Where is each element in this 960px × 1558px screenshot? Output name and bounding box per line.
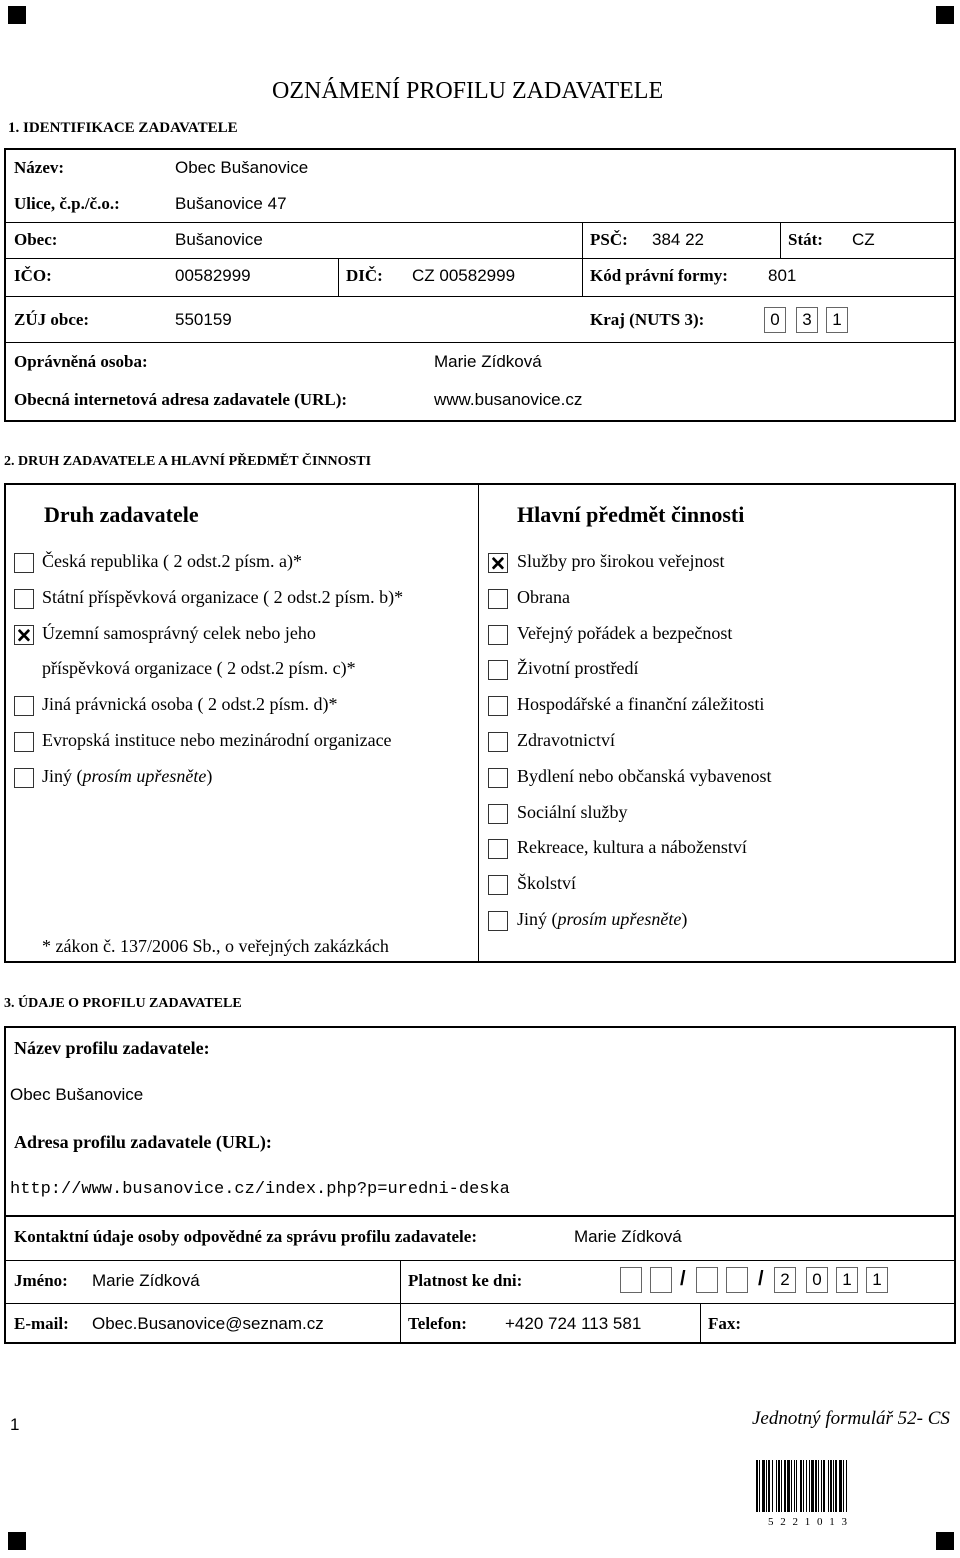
barcode-digits: 5 2 2 1 0 1 3 xyxy=(768,1516,849,1528)
hlavni-predmet-checkbox[interactable] xyxy=(488,553,508,573)
jmeno-label: Jméno: xyxy=(14,1271,68,1290)
barcode-bar xyxy=(809,1460,810,1512)
druh-zadavatele-label: Státní příspěvková organizace ( 2 odst.2 písm. b)* xyxy=(42,586,404,607)
hlavni-predmet-checkbox[interactable] xyxy=(488,696,508,716)
form-name: Jednotný formulář 52- CS xyxy=(752,1408,950,1429)
hlavni-predmet-label-italic: prosím upřesněte xyxy=(557,909,682,929)
kod-pravni-formy-label: Kód právní formy: xyxy=(590,266,728,285)
druh-zadavatele-title: Druh zadavatele xyxy=(44,502,199,527)
hlavni-predmet-checkbox[interactable] xyxy=(488,839,508,859)
platnost-year-digit[interactable]: 2 xyxy=(774,1267,796,1293)
barcode-bar xyxy=(772,1460,773,1512)
barcode-bar xyxy=(828,1460,829,1512)
hlavni-predmet-label: Hospodářské a finanční záležitosti xyxy=(517,694,765,715)
telefon-value: +420 724 113 581 xyxy=(505,1314,642,1333)
obec-label: Obec: xyxy=(14,230,58,249)
section1-heading: 1. IDENTIFIKACE ZADAVATELE xyxy=(8,120,238,136)
barcode xyxy=(756,1460,946,1518)
barcode-bar xyxy=(803,1460,804,1512)
barcode-bar xyxy=(776,1460,777,1512)
hlavni-predmet-checkbox[interactable] xyxy=(488,768,508,788)
barcode-bar xyxy=(833,1460,834,1512)
ulice-value: Bušanovice 47 xyxy=(175,194,287,213)
platnost-day-digit[interactable] xyxy=(650,1267,672,1293)
email-value: Obec.Busanovice@seznam.cz xyxy=(92,1314,324,1333)
row-divider xyxy=(5,222,955,223)
druh-zadavatele-label: příspěvková organizace ( 2 odst.2 písm. c)* xyxy=(42,658,356,679)
barcode-bar xyxy=(815,1460,817,1512)
col-divider xyxy=(582,223,583,297)
col-divider xyxy=(700,1303,701,1344)
dic-value: CZ 00582999 xyxy=(412,266,516,285)
check-mark-icon: 🗙 xyxy=(17,624,31,645)
barcode-bar xyxy=(759,1460,760,1512)
zuj-label: ZÚJ obce: xyxy=(14,310,90,329)
druh-zadavatele-checkbox[interactable] xyxy=(14,768,34,788)
registration-mark-bottom-right xyxy=(936,1532,954,1550)
psc-value: 384 22 xyxy=(652,230,704,249)
barcode-bar xyxy=(794,1460,795,1512)
platnost-year-digit[interactable]: 1 xyxy=(866,1267,888,1293)
adresa-profilu-value: http://www.busanovice.cz/index.php?p=uredni-deska xyxy=(10,1180,510,1199)
barcode-bar xyxy=(830,1460,832,1512)
barcode-bar xyxy=(806,1460,807,1512)
druh-zadavatele-label: Evropská instituce nebo mezinárodní organizace xyxy=(42,730,392,750)
kraj-label: Kraj (NUTS 3): xyxy=(590,310,705,329)
druh-zadavatele-label xyxy=(42,766,212,787)
druh-zadavatele-checkbox[interactable] xyxy=(14,625,34,645)
hlavni-predmet-checkbox[interactable] xyxy=(488,911,508,931)
barcode-bar xyxy=(839,1460,842,1512)
row-divider xyxy=(5,258,955,259)
footnote: * zákon č. 137/2006 Sb., o veřejných zakázkách xyxy=(42,936,389,956)
url-label: Obecná internetová adresa zadavatele (URL): xyxy=(14,390,348,409)
hlavni-predmet-checkbox[interactable] xyxy=(488,625,508,645)
druh-zadavatele-label: Česká republika ( 2 odst.2 písm. a)* xyxy=(42,551,302,571)
barcode-bar xyxy=(846,1460,847,1512)
hlavni-predmet-checkbox[interactable] xyxy=(488,804,508,824)
hlavni-predmet-label: Sociální služby xyxy=(517,801,628,822)
ico-label: IČO: xyxy=(14,266,52,285)
col-divider xyxy=(338,259,339,297)
hlavni-predmet-label: Rekreace, kultura a náboženství xyxy=(517,837,747,858)
barcode-bar xyxy=(781,1460,782,1512)
row-divider xyxy=(5,296,955,297)
druh-zadavatele-checkbox[interactable] xyxy=(14,553,34,573)
hlavni-predmet-checkbox[interactable] xyxy=(488,589,508,609)
row-divider xyxy=(5,1303,955,1304)
date-separator: / xyxy=(680,1268,686,1290)
col-divider xyxy=(780,223,781,259)
col-divider xyxy=(400,1260,401,1344)
check-mark-icon: 🗙 xyxy=(491,553,505,573)
hlavni-predmet-label: Veřejný pořádek a bezpečnost xyxy=(517,622,733,643)
hlavni-predmet-label: Bydlení nebo občanská vybavenost xyxy=(517,765,772,786)
barcode-bar xyxy=(835,1460,837,1512)
date-separator: / xyxy=(758,1268,764,1290)
form-title: OZNÁMENÍ PROFILU ZADAVATELE xyxy=(272,78,664,104)
col-divider xyxy=(478,484,479,962)
barcode-bar xyxy=(756,1460,758,1512)
registration-mark-bottom-left xyxy=(8,1532,26,1550)
nazev-label: Název: xyxy=(14,158,65,177)
kod-pravni-formy-value: 801 xyxy=(768,266,797,285)
hlavni-predmet-label: Životní prostředí xyxy=(517,658,639,679)
registration-mark-top-right xyxy=(936,6,954,24)
kraj-digit[interactable]: 1 xyxy=(826,307,848,333)
zuj-value: 550159 xyxy=(175,310,232,329)
nazev-profilu-label: Název profilu zadavatele: xyxy=(14,1038,210,1058)
druh-zadavatele-label-part: ) xyxy=(206,765,213,786)
druh-zadavatele-checkbox[interactable] xyxy=(14,589,34,609)
hlavni-predmet-checkbox[interactable] xyxy=(488,732,508,752)
kontakt-label: Kontaktní údaje osoby odpovědné za správu profilu zadavatele: xyxy=(14,1227,477,1246)
psc-label: PSČ: xyxy=(590,230,628,249)
fax-label: Fax: xyxy=(708,1314,742,1333)
adresa-profilu-label: Adresa profilu zadavatele (URL): xyxy=(14,1132,272,1152)
barcode-bar xyxy=(823,1460,825,1512)
dic-label: DIČ: xyxy=(346,266,383,285)
hlavni-predmet-label: Školství xyxy=(517,873,577,894)
jmeno-value: Marie Zídková xyxy=(92,1271,200,1290)
kraj-digit[interactable]: 0 xyxy=(764,307,786,333)
barcode-bar xyxy=(843,1460,844,1512)
platnost-year-digit[interactable]: 0 xyxy=(806,1267,828,1293)
hlavni-predmet-label: Služby pro širokou veřejnost xyxy=(517,551,725,571)
opravnena-osoba-value: Marie Zídková xyxy=(434,352,542,371)
email-label: E-mail: xyxy=(14,1314,69,1333)
platnost-month-digit[interactable] xyxy=(726,1267,748,1293)
hlavni-predmet-title: Hlavní předmět činnosti xyxy=(517,502,745,527)
hlavni-predmet-label-part: Jiný ( xyxy=(517,909,558,929)
druh-zadavatele-checkbox[interactable] xyxy=(14,732,34,752)
barcode-bar xyxy=(811,1460,814,1512)
barcode-bar xyxy=(818,1460,819,1512)
telefon-label: Telefon: xyxy=(408,1314,467,1333)
barcode-bar xyxy=(784,1460,786,1512)
url-value: www.busanovice.cz xyxy=(434,390,583,409)
barcode-bar xyxy=(800,1460,802,1512)
ico-value: 00582999 xyxy=(175,266,251,285)
druh-zadavatele-label-part: Jiný ( xyxy=(42,765,83,786)
druh-zadavatele-label: Jiná právnická osoba ( 2 odst.2 písm. d)* xyxy=(42,694,338,715)
page-number: 1 xyxy=(10,1415,20,1434)
registration-mark-top-left xyxy=(8,6,26,24)
kraj-digit[interactable]: 3 xyxy=(796,307,818,333)
barcode-bar xyxy=(821,1460,822,1512)
platnost-month-digit[interactable] xyxy=(696,1267,718,1293)
platnost-label: Platnost ke dni: xyxy=(408,1271,523,1290)
row-divider xyxy=(5,1215,955,1217)
obec-value: Bušanovice xyxy=(175,230,263,249)
barcode-bar xyxy=(791,1460,792,1512)
barcode-bar xyxy=(778,1460,780,1512)
ulice-label: Ulice, č.p./č.o.: xyxy=(14,194,120,213)
hlavni-predmet-label: Obrana xyxy=(517,586,570,607)
stat-label: Stát: xyxy=(788,230,823,249)
barcode-bar xyxy=(766,1460,767,1512)
kontakt-value: Marie Zídková xyxy=(574,1227,682,1246)
nazev-value: Obec Bušanovice xyxy=(175,158,309,177)
stat-value: CZ xyxy=(852,230,875,249)
nazev-profilu-value: Obec Bušanovice xyxy=(10,1085,144,1104)
druh-zadavatele-checkbox[interactable] xyxy=(14,696,34,716)
hlavni-predmet-label xyxy=(517,909,687,930)
section2-heading: 2. DRUH ZADAVATELE A HLAVNÍ PŘEDMĚT ČINNOSTI xyxy=(4,454,372,469)
platnost-year-digit[interactable]: 1 xyxy=(836,1267,858,1293)
hlavni-predmet-label-part: ) xyxy=(681,909,688,929)
opravnena-osoba-label: Oprávněná osoba: xyxy=(14,352,148,371)
barcode-bar xyxy=(796,1460,797,1512)
barcode-bar xyxy=(762,1460,765,1512)
row-divider xyxy=(5,1260,955,1261)
hlavni-predmet-checkbox[interactable] xyxy=(488,875,508,895)
druh-zadavatele-label-italic: prosím upřesněte xyxy=(82,765,207,786)
row-divider xyxy=(5,342,955,343)
hlavni-predmet-checkbox[interactable] xyxy=(488,660,508,680)
hlavni-predmet-label: Zdravotnictví xyxy=(517,730,615,750)
barcode-bar xyxy=(787,1460,790,1512)
druh-zadavatele-label: Územní samosprávný celek nebo jeho xyxy=(42,622,316,643)
section3-heading: 3. ÚDAJE O PROFILU ZADAVATELE xyxy=(4,996,242,1011)
barcode-bar xyxy=(768,1460,770,1512)
platnost-day-digit[interactable] xyxy=(620,1267,642,1293)
